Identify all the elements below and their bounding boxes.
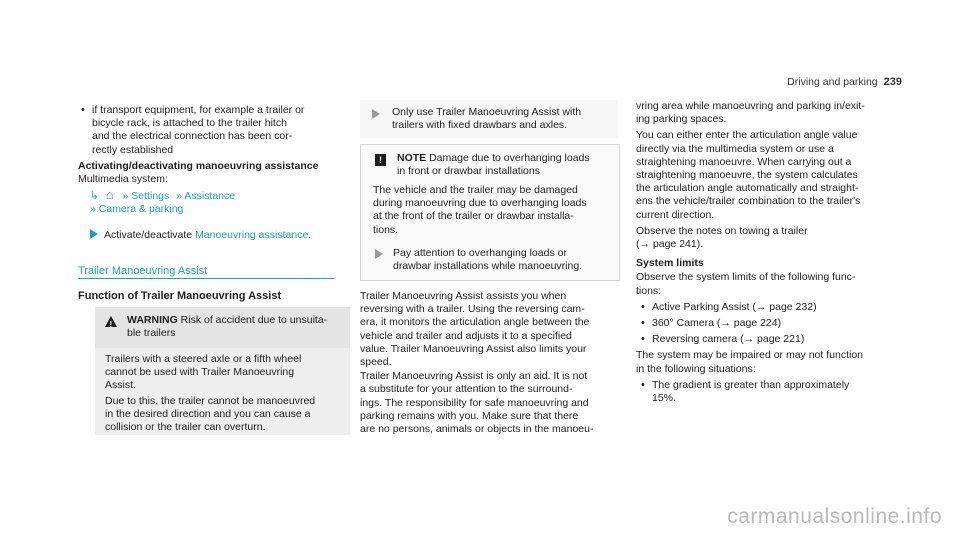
activate-step: Activate/deactivate Manoeuvring assistance.	[78, 229, 353, 242]
system-limits-heading: System limits	[636, 257, 704, 270]
watermark: carmanualsonline.info	[727, 505, 942, 528]
step-arrow-icon	[375, 249, 383, 259]
multimedia-label: Multimedia system:	[78, 173, 168, 186]
list-item[interactable]: • Reversing camera (→ page 221)	[638, 333, 906, 346]
condition-bullet: • if transport equipment, for example a trailer or bicycle rack, is attached to the trailer hitch and the electrical connection has been cor- rectly established	[78, 104, 353, 157]
section-name: Driving and parking	[787, 76, 878, 88]
paragraph: Trailer Manoeuvring Assist is only an aid. It is not a substitute for your attention to the surround- ings. The responsibility for safe manoeuvring and parking remains with you. Make sure that there are no persons, animals or objects in the manoeu-	[360, 370, 594, 436]
paragraph: The system may be impaired or may not function in the following situations:	[636, 349, 864, 375]
chevron-icon: »	[122, 190, 129, 203]
paragraph: Observe the system limits of the following func- tions:	[636, 271, 856, 297]
function-list	[636, 301, 906, 347]
step-arrow-icon	[372, 109, 380, 119]
assistance-link[interactable]: Assistance	[184, 190, 236, 203]
note-action: Pay attention to overhanging loads or drawbar installations while manoeuvring.	[361, 237, 619, 273]
paragraph: vring area while manoeuvring and parking in/exit- ing parking spaces.	[636, 100, 865, 126]
warning-header: ! WARNING Risk of accident due to unsuita- ble trailers	[95, 307, 350, 348]
camera-parking-link[interactable]: Camera & parking	[98, 203, 184, 216]
note-box: ! NOTE Damage due to overhanging loads in front or drawbar installations The vehicle and the trailer may be damaged during manoeuvring due to overhanging loads at the front of the trailer or drawbar installa- tions. Pay attention to overhanging loads or drawbar installations while manoeuvring.	[360, 144, 620, 281]
page-number: 239	[883, 76, 902, 88]
path-arrow-icon: ↳	[90, 190, 99, 203]
column-2-text	[360, 290, 625, 436]
warning-label: WARNING	[127, 314, 178, 326]
warning-triangle-icon: !	[105, 316, 117, 327]
list-item[interactable]: • 360° Camera (→ page 224)	[638, 317, 906, 330]
function-heading: Function of Trailer Manoeuvring Assist	[78, 290, 282, 302]
manoeuvring-assistance-link[interactable]: Manoeuvring assistance	[195, 228, 309, 241]
column-1	[78, 104, 353, 242]
activation-heading: Activating/deactivating manoeuvring assistance	[78, 159, 319, 172]
towing-reference[interactable]: Observe the notes on towing a trailer (→ page 241).	[636, 224, 808, 251]
warning-box	[95, 307, 350, 435]
tip-box: Only use Trailer Manoeuvring Assist with trailers with fixed drawbars and axles.	[360, 100, 618, 138]
column-3	[636, 100, 906, 405]
paragraph: Trailer Manoeuvring Assist assists you when reversing with a trailer. Using the reversing cam- era, it monitors the articulation angle between the vehicle and trailer and adjusts it to a specified value. Trailer Manoeuvring Assist also limits your speed.	[360, 290, 590, 369]
settings-link[interactable]: Settings	[131, 190, 170, 203]
list-item[interactable]: • Active Parking Assist (→ page 232)	[638, 301, 906, 314]
menu-path	[78, 188, 353, 203]
running-header	[787, 76, 902, 88]
note-body: The vehicle and the trailer may be damaged during manoeuvring due to overhanging loads at the front of the trailer or drawbar installa- tions.	[373, 184, 587, 236]
section-title: Trailer Manoeuvring Assist	[78, 265, 334, 279]
paragraph: You can either enter the articulation angle value directly via the multimedia system or use a straightening manoeuvre. When carrying out a straightening manoeuvre, the system calculates the articulation angle automatically and straight- ens the vehicle/trailer combination to the trailer's current direction.	[636, 129, 861, 221]
menu-path-line2	[78, 203, 353, 216]
chevron-icon: »	[176, 190, 182, 203]
note-label: NOTE	[397, 152, 427, 164]
chevron-icon: »	[90, 203, 96, 216]
list-item: • The gradient is greater than approximately 15%.	[638, 379, 906, 405]
note-icon: !	[375, 154, 386, 166]
home-icon[interactable]: ⌂	[105, 187, 114, 203]
step-arrow-icon	[90, 229, 98, 239]
warning-body: Trailers with a steered axle or a fifth wheel cannot be used with Trailer Manoeuvring Assist. Due to this, the trailer cannot be manoeuvred in the desired direction and you can cause a collision or the trailer can overturn.	[105, 353, 316, 434]
